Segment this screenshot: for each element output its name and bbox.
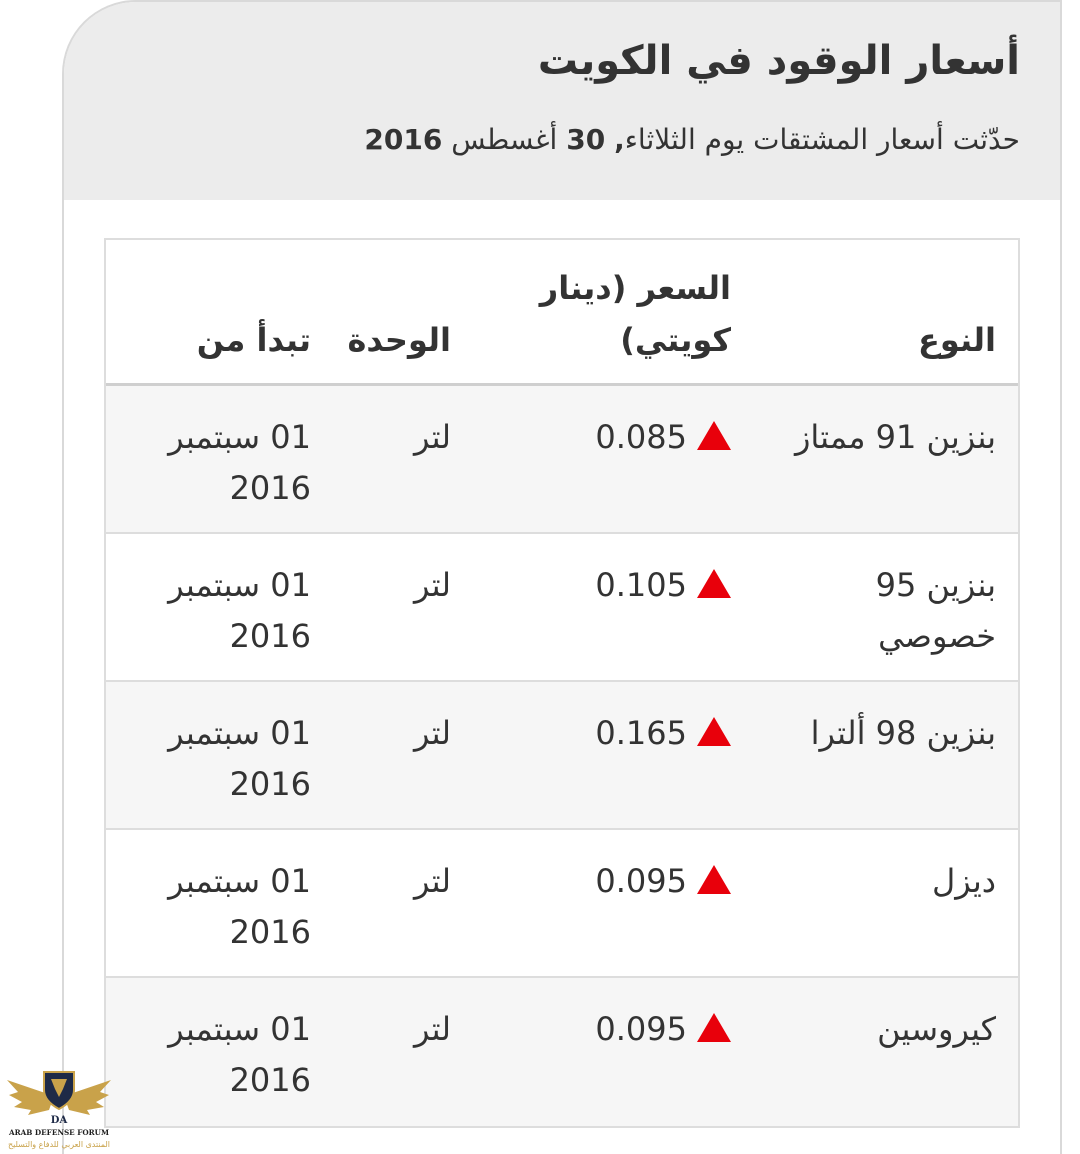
column-header-start-date	[106, 240, 333, 383]
updated-day: 30	[566, 123, 606, 156]
table-row	[106, 978, 1018, 1126]
column-header-start-date-label: تبدأ من	[196, 321, 311, 359]
start-date-cell: 01 سبتمبر 2016	[168, 418, 311, 507]
triangle-up-icon	[697, 717, 731, 746]
logo-initials: DA	[50, 1115, 68, 1126]
price-value: 0.085	[595, 418, 687, 456]
price-cell	[473, 386, 753, 532]
column-header-price-label: السعر (دينار كويتي)	[539, 269, 731, 359]
table-header-row	[106, 240, 1018, 386]
price-cell	[473, 534, 753, 680]
unit-cell: لتر	[413, 862, 451, 900]
unit-cell: لتر	[413, 714, 451, 752]
unit-cell: لتر	[413, 418, 451, 456]
unit-cell: لتر	[413, 566, 451, 604]
price-cell	[473, 682, 753, 828]
unit-cell: لتر	[413, 1010, 451, 1048]
page-title: أسعار الوقود في الكويت	[537, 38, 1020, 84]
table-row	[106, 830, 1018, 978]
triangle-up-icon	[697, 421, 731, 450]
column-header-unit-label: الوحدة	[347, 321, 451, 359]
triangle-shape	[697, 569, 731, 598]
price-value: 0.095	[595, 1010, 687, 1048]
fuel-type-cell: بنزين 95 خصوصي	[875, 566, 996, 655]
price-cell	[473, 830, 753, 976]
logo-arabic-name: المنتدى العربي للدفاع والتسليح	[8, 1140, 110, 1149]
start-date-cell: 01 سبتمبر 2016	[168, 566, 311, 655]
price-value: 0.105	[595, 566, 687, 604]
updated-year: 2016	[364, 123, 443, 156]
triangle-shape	[697, 421, 731, 450]
table-row	[106, 386, 1018, 534]
column-header-unit	[333, 240, 473, 383]
triangle-shape	[697, 865, 731, 894]
price-value: 0.095	[595, 862, 687, 900]
triangle-up-icon	[697, 569, 731, 598]
updated-month: أغسطس	[451, 123, 558, 156]
price-cell	[473, 978, 753, 1126]
start-date-cell: 01 سبتمبر 2016	[168, 714, 311, 803]
price-value: 0.165	[595, 714, 687, 752]
fuel-type-cell: ديزل	[931, 862, 996, 900]
fuel-prices-card	[62, 0, 1062, 1154]
triangle-shape	[697, 717, 731, 746]
triangle-up-icon	[697, 865, 731, 894]
triangle-up-icon	[697, 1013, 731, 1042]
column-header-type-label: النوع	[918, 321, 996, 359]
updated-text: حدّثت أسعار المشتقات يوم الثلاثاء	[624, 123, 1020, 156]
start-date-cell: 01 سبتمبر 2016	[168, 862, 311, 951]
start-date-cell: 01 سبتمبر 2016	[168, 1010, 311, 1099]
arab-defense-forum-logo	[4, 1068, 114, 1154]
updated-comma: ,	[614, 123, 625, 156]
column-header-price	[473, 240, 753, 383]
card-header	[64, 2, 1060, 200]
table-row	[106, 534, 1018, 682]
fuel-prices-table	[104, 238, 1020, 1128]
column-header-type	[753, 240, 1018, 383]
logo-name: ARAB DEFENSE FORUM	[8, 1128, 110, 1137]
fuel-type-cell: بنزين 98 ألترا	[810, 714, 996, 752]
fuel-type-cell: بنزين 91 ممتاز	[794, 418, 996, 456]
fuel-type-cell: كيروسين	[877, 1010, 996, 1048]
triangle-shape	[697, 1013, 731, 1042]
last-updated	[104, 120, 1020, 160]
table-row	[106, 682, 1018, 830]
card-body	[64, 200, 1060, 1128]
